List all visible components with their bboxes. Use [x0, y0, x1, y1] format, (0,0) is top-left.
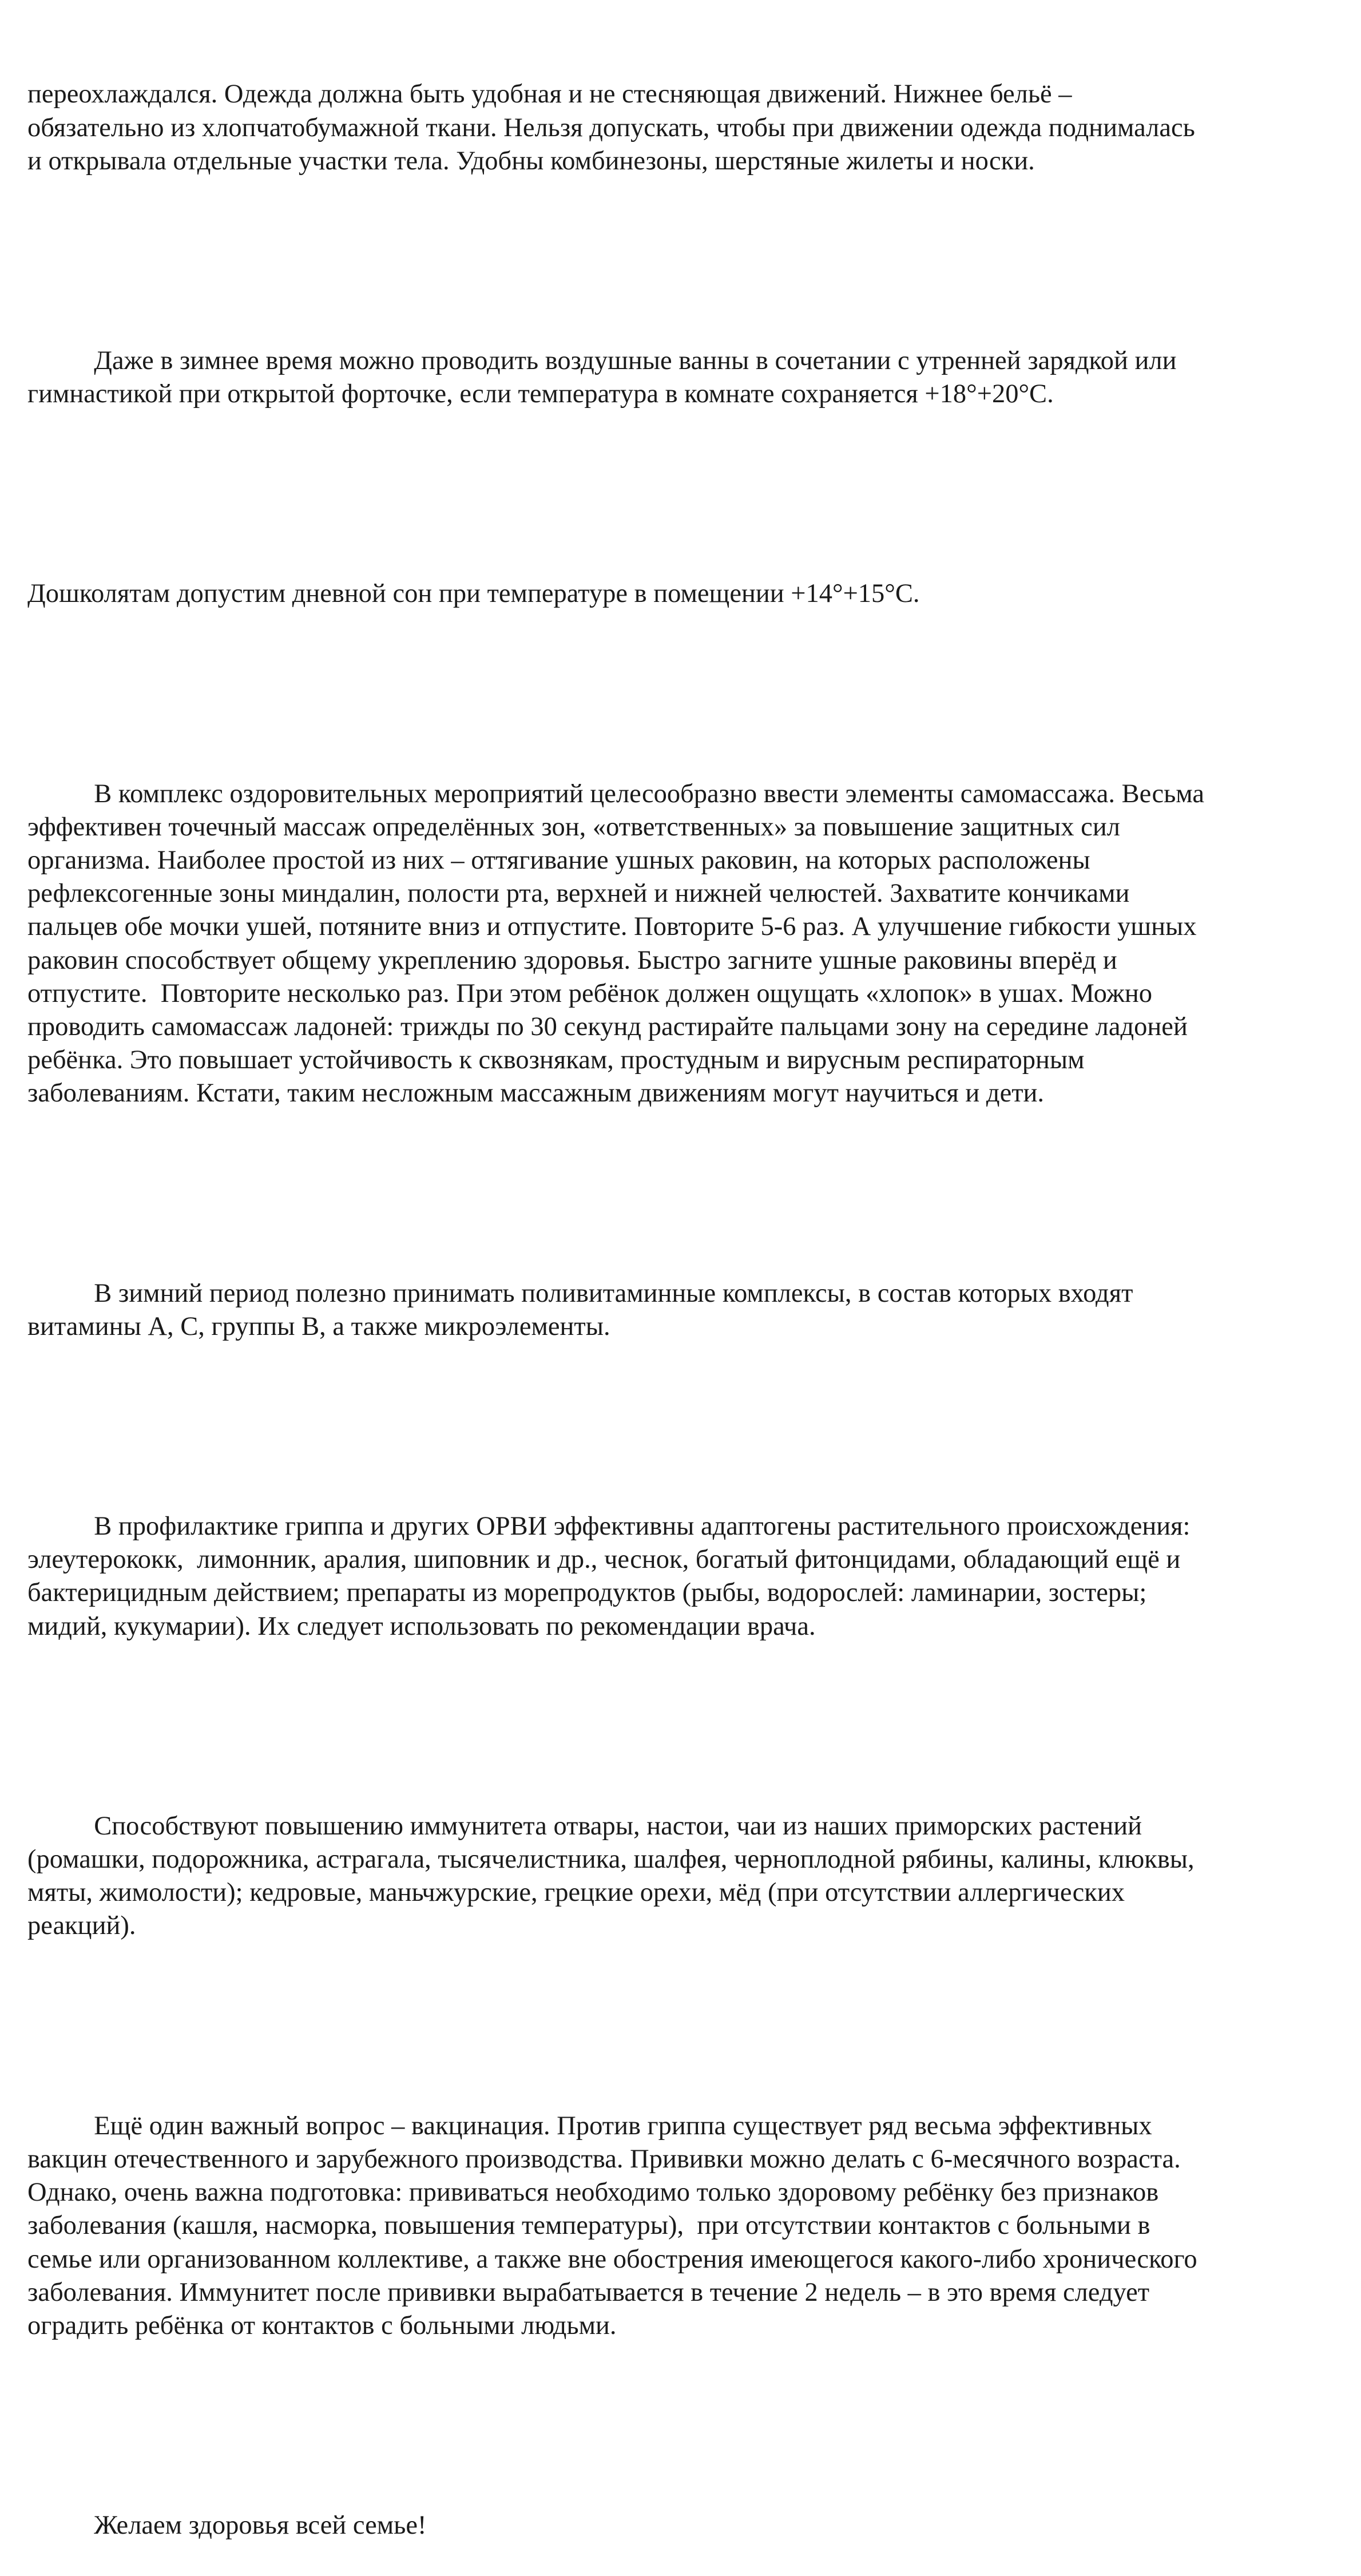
document-page: [27, 11, 1343, 2576]
paragraph-vitamins: В зимний период полезно принимать поливитаминные комплексы, в состав которых входят витамины А, С, группы В, а также микроэлементы.: [27, 1278, 1133, 1341]
paragraph-air-baths: Даже в зимнее время можно проводить воздушные ванны в сочетании с утренней зарядкой или гимнастикой при открытой форточке, если температура в комнате сохраняется +18°+20°С.: [27, 346, 1177, 409]
paragraph-spacer: [27, 478, 1343, 511]
paragraph-clothing: переохлаждался. Одежда должна быть удобная и не стесняющая движений. Нижнее бельё – обязательно из хлопчатобумажной ткани. Нельзя допускать, чтобы при движении одежда поднималась и открывала отдельные участки тела. Удобны комбинезоны, шерстяные жилеты и носки.: [27, 80, 1195, 176]
paragraph-spacer: [27, 1177, 1343, 1210]
paragraph-spacer: [27, 677, 1343, 711]
paragraph-herbal-teas: Способствуют повышению иммунитета отвары, настои, чаи из наших приморских растений (ромашки, подорожника, астрагала, тысячелистника, шалфея, черноплодной рябины, калины, клюквы, мяты, жимолости); кедровые, маньчжурские, грецкие орехи, мёд (при отсутствии аллергических реакций).: [27, 1811, 1195, 1941]
paragraph-spacer: [27, 1710, 1343, 1743]
paragraph-spacer: [27, 244, 1343, 278]
paragraph-spacer: [27, 2409, 1343, 2443]
paragraph-spacer: [27, 2010, 1343, 2043]
paragraph-vaccination: Ещё один важный вопрос – вакцинация. Против гриппа существует ряд весьма эффективных вакцин отечественного и зарубежного производства. Прививки можно делать с 6-месячного возраста. Однако, очень важна подготовка: прививаться необходимо только здоровому ребёнку без признаков заболевания (кашля, насморка, повышения температуры), при отсутствии контактов с больными в семье или организованном коллективе, а также вне обострения имеющегося какого-либо хронического заболевания. Иммунитет после прививки вырабатывается в течение 2 недель – в это время следует оградить ребёнка от контактов с больными людьми.: [27, 2111, 1197, 2340]
paragraph-self-massage: В комплекс оздоровительных мероприятий целесообразно ввести элементы самомассажа. Весьма эффективен точечный массаж определённых зон, «ответственных» за повышение защитных сил организма. Наиболее простой из них – оттягивание ушных раковин, на которых расположены рефлексогенные зоны миндалин, полости рта, верхней и нижней челюстей. Захватите кончиками пальцев обе мочки ушей, потяните вниз и отпустите. Повторите 5-6 раз. А улучшение гибкости ушных раковин способствует общему укреплению здоровья. Быстро загните ушные раковины вперёд и отпустите. Повторите несколько раз. При этом ребёнок должен ощущать «хлопок» в ушах. Можно проводить самомассаж ладоней: трижды по 30 секунд растирайте пальцами зону на середине ладоней ребёнка. Это повышает устойчивость к сквознякам, простудным и вирусным респираторным заболеваниям. Кстати, таким несложным массажным движениям могут научиться и дети.: [27, 779, 1205, 1108]
paragraph-spacer: [27, 1410, 1343, 1443]
paragraph-closing-wish: Желаем здоровья всей семье!: [27, 2511, 427, 2541]
paragraph-daytime-sleep: Дошколятам допустим дневной сон при температуре в помещении +14°+15°С.: [27, 579, 920, 609]
paragraph-adaptogens: В профилактике гриппа и других ОРВИ эффективны адаптогены растительного происхождения: элеутерококк, лимонник, аралия, шиповник и др., чеснок, богатый фитонцидами, обладающий ещё и бактерицидным действием; препараты из морепродуктов (рыбы, водорослей: ламинарии, зостеры; мидий, кукумарии). Их следует использовать по рекомендации врача.: [27, 1512, 1191, 1641]
